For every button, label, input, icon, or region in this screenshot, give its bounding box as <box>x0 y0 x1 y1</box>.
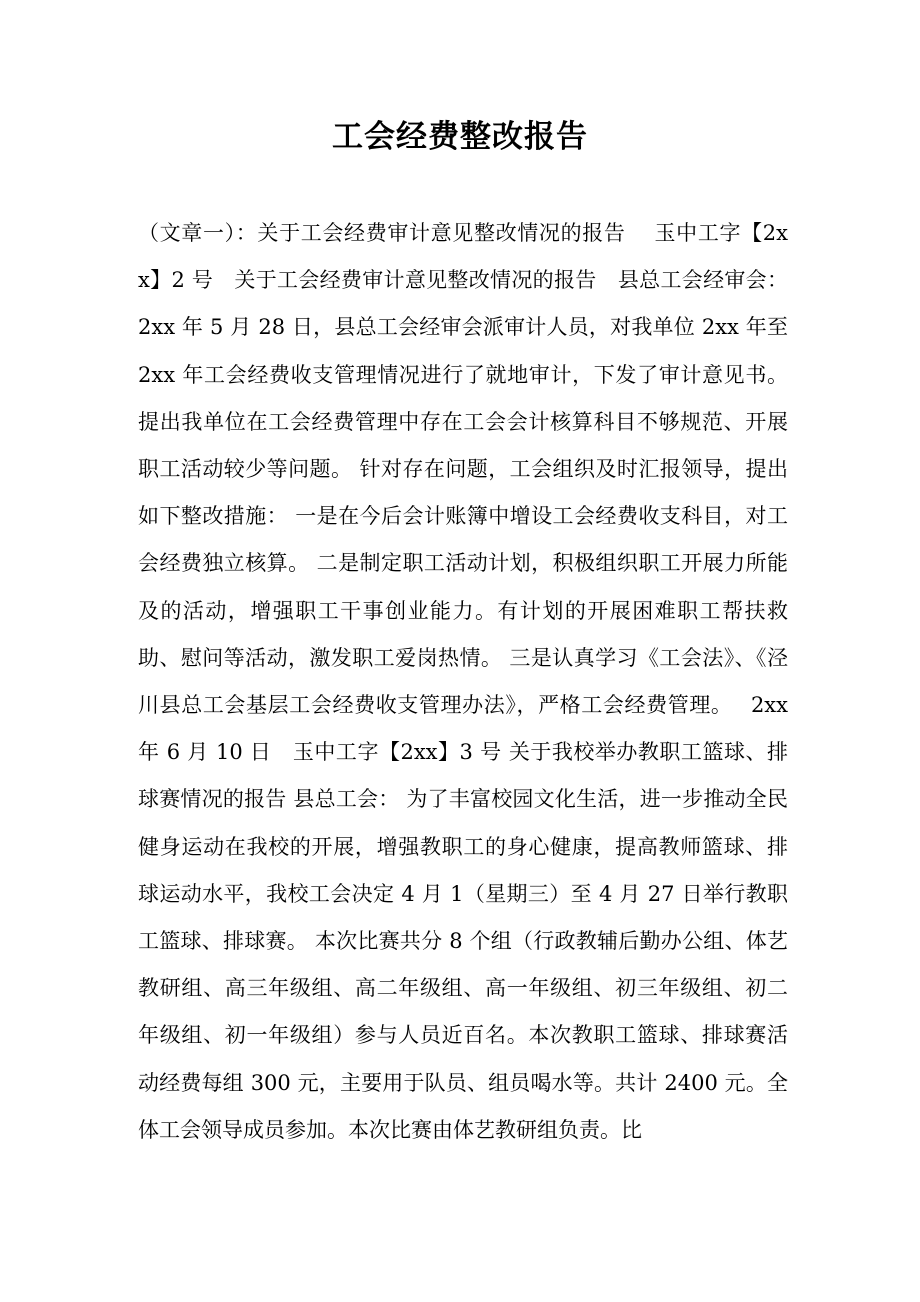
document-body: （文章一）：关于工会经费审计意见整改情况的报告 玉中工字【2xx】2 号 关于工会经费审计意见整改情况的报告 县总工会经审会： 2xx 年 5 月 28 日，县总工会经审会派审计人员，对我单位 2xx 年至 2xx 年工会经费收支管理情况进行了就地审计，下发了审计意见书。提出我单位在工会经费管理中存在工会会计核算科目不够规范、开展职工活动较少等问题。 针对存在问题，工会组织及时汇报领导，提出如下整改措施： 一是在今后会计账簿中增设工会经费收支科目，对工会经费独立核算。 二是制定职工活动计划，积极组织职工开展力所能及的活动，增强职工干事创业能力。有计划的开展困难职工帮扶救助、慰问等活动，激发职工爱岗热情。 三是认真学习《工会法》、《泾川县总工会基层工会经费收支管理办法》，严格工会经费管理。 2xx 年 6 月 10 日 玉中工字【2xx】3 号 关于我校举办教职工篮球、排球赛情况的报告 县总工会： 为了丰富校园文化生活，进一步推动全民健身运动在我校的开展，增强教职工的身心健康，提高教师篮球、排球运动水平，我校工会决定 4 月 1（星期三）至 4 月 27 日举行教职工篮球、排球赛。 本次比赛共分 8 个组（行政教辅后勤办公组、体艺教研组、高三年级组、高二年级组、高一年级组、初三年级组、初二年级组、初一年级组）参与人员近百名。本次教职工篮球、排球赛活动经费每组 300 元，主要用于队员、组员喝水等。共计 2400 元。全体工会领导成员参加。本次比赛由体艺教研组负责。比 <box>138 221 788 1142</box>
document-title: 工会经费整改报告 <box>332 119 588 155</box>
